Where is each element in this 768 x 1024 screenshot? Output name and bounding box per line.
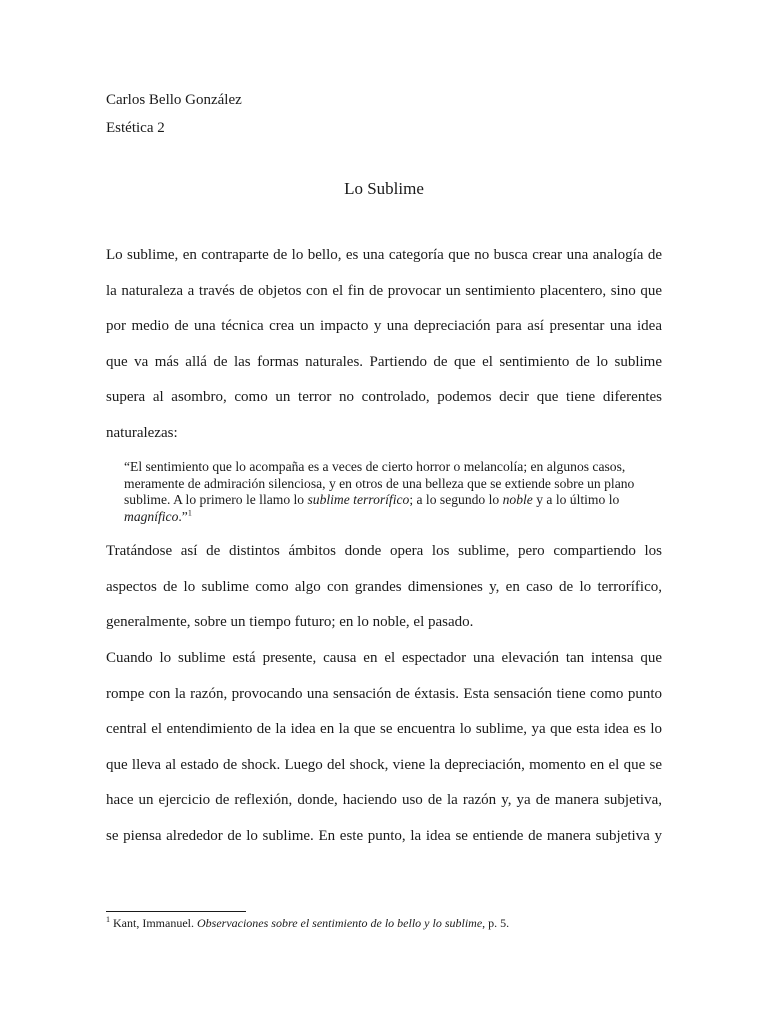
paragraph-line: Lo sublime, en contraparte de lo bello, es una categoría que no busca crear una analogía de <box>106 247 662 263</box>
paragraph-3 <box>106 641 662 854</box>
paragraph-line: hace un ejercicio de reflexión, donde, haciendo uso de la razón y, ya de manera subjetiva, <box>106 792 662 808</box>
quote-emphasis: magnífico <box>124 508 179 524</box>
block-quote <box>124 459 644 525</box>
paragraph-line: naturalezas: <box>106 424 178 441</box>
quote-line <box>124 509 644 526</box>
paragraph-2 <box>106 534 662 641</box>
course-name: Estética 2 <box>106 120 165 136</box>
paragraph-line: la naturaleza a través de objetos con el fin de provocar un sentimiento placentero, sino que <box>106 282 662 299</box>
quote-text: .” <box>178 508 188 524</box>
paragraph-line: generalmente, sobre un tiempo futuro; en lo noble, el pasado. <box>106 614 474 630</box>
footnote-work-title: Observaciones sobre el sentimiento de lo bello y lo sublime <box>196 916 483 930</box>
paragraph-line: que lleva al estado de shock. Luego del shock, viene la depreciación, momento en el que se <box>106 756 662 773</box>
paragraph-line: aspectos de lo sublime como algo con grandes dimensiones y, en caso de lo terrorífico, <box>106 578 662 595</box>
footnote-number: 1 <box>106 915 110 924</box>
paragraph-line: que va más allá de las formas naturales. Partiendo de que el sentimiento de lo sublime <box>106 353 662 370</box>
quote-emphasis: noble <box>502 492 533 508</box>
quote-line: meramente de admiración silenciosa, y en otros de una belleza que se extiende sobre un plano <box>124 475 635 491</box>
quote-text: y a lo último lo <box>532 492 620 508</box>
footnote-author: Kant, Immanuel. <box>110 916 197 930</box>
quote-text: sublime. A lo primero le llamo lo <box>124 492 308 508</box>
paragraph-line: rompe con la razón, provocando una sensación de éxtasis. Esta sensación tiene como punto <box>106 685 662 702</box>
paragraph-1 <box>106 238 662 451</box>
quote-line <box>124 492 644 509</box>
quote-text: ; a lo segundo lo <box>409 492 503 508</box>
footnote-page: , p. 5. <box>482 916 510 930</box>
paragraph-line: central el entendimiento de la idea en la que se encuentra lo sublime, ya que esta idea es lo <box>106 721 662 737</box>
paragraph-line: por medio de una técnica crea un impacto y una depreciación para así presentar una idea <box>106 318 662 334</box>
paragraph-line: Tratándose así de distintos ámbitos donde opera los sublime, pero compartiendo los <box>106 543 662 559</box>
footnote-separator <box>106 911 246 912</box>
paragraph-line: Cuando lo sublime está presente, causa en el espectador una elevación tan intensa que <box>106 650 662 666</box>
quote-line: “El sentimiento que lo acompaña es a veces de cierto horror o melancolía; en algunos casos, <box>124 459 626 474</box>
quote-emphasis: sublime terrorífico <box>307 492 410 508</box>
footnote-reference[interactable]: 1 <box>187 508 192 518</box>
paragraph-line: se piensa alrededor de lo sublime. En este punto, la idea se entiende de manera subjetiva y <box>106 827 662 844</box>
author-name: Carlos Bello González <box>106 92 242 108</box>
paragraph-line: supera al asombro, como un terror no controlado, podemos decir que tiene diferentes <box>106 389 662 405</box>
footnote <box>106 915 509 931</box>
document-title: Lo Sublime <box>344 179 424 198</box>
